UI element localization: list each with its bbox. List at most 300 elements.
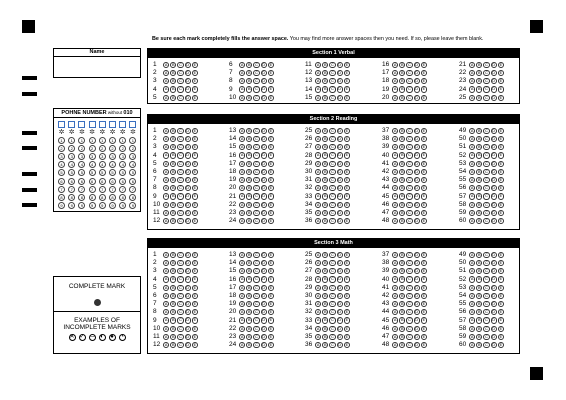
answer-bubble[interactable]: B bbox=[324, 285, 327, 290]
phone-digit-bubble[interactable]: 4 bbox=[78, 161, 85, 168]
answer-bubble[interactable]: B bbox=[248, 153, 251, 158]
answer-bubble[interactable]: D bbox=[338, 87, 342, 92]
answer-bubble[interactable]: A bbox=[240, 318, 244, 323]
answer-bubble[interactable]: E bbox=[499, 302, 503, 307]
answer-bubble[interactable]: B bbox=[401, 161, 404, 166]
answer-bubble[interactable]: E bbox=[193, 219, 197, 224]
answer-bubble[interactable]: E bbox=[422, 186, 426, 191]
answer-bubble[interactable]: D bbox=[415, 302, 419, 307]
answer-bubble[interactable]: A bbox=[316, 186, 320, 191]
answer-bubble[interactable]: D bbox=[186, 310, 190, 315]
answer-bubble[interactable]: C bbox=[408, 269, 411, 274]
answer-bubble[interactable]: D bbox=[186, 219, 190, 224]
answer-bubble[interactable]: E bbox=[269, 219, 273, 224]
answer-bubble[interactable]: E bbox=[193, 153, 197, 158]
answer-bubble[interactable]: E bbox=[422, 302, 426, 307]
answer-bubble[interactable]: D bbox=[186, 87, 190, 92]
answer-bubble[interactable]: C bbox=[331, 153, 334, 158]
answer-bubble[interactable]: D bbox=[262, 178, 266, 183]
answer-bubble[interactable]: C bbox=[331, 334, 334, 339]
answer-bubble[interactable]: E bbox=[269, 310, 273, 315]
phone-digit-bubble[interactable]: 4 bbox=[99, 161, 106, 168]
answer-bubble[interactable]: B bbox=[248, 261, 251, 266]
answer-bubble[interactable]: C bbox=[485, 285, 488, 290]
phone-digit-bubble[interactable]: 2 bbox=[119, 145, 126, 152]
answer-bubble[interactable]: C bbox=[331, 261, 334, 266]
answer-bubble[interactable]: E bbox=[345, 128, 349, 133]
answer-bubble[interactable]: E bbox=[422, 343, 426, 348]
phone-digit-bubble[interactable]: 1 bbox=[109, 137, 116, 144]
answer-bubble[interactable]: C bbox=[179, 326, 182, 331]
answer-bubble[interactable]: E bbox=[422, 128, 426, 133]
phone-digit-bubble[interactable]: 6 bbox=[58, 178, 65, 185]
answer-bubble[interactable]: D bbox=[186, 161, 190, 166]
answer-bubble[interactable]: C bbox=[331, 128, 334, 133]
answer-bubble[interactable]: B bbox=[478, 293, 481, 298]
answer-bubble[interactable]: A bbox=[470, 202, 474, 207]
answer-bubble[interactable]: B bbox=[478, 128, 481, 133]
name-box[interactable] bbox=[53, 48, 141, 78]
answer-bubble[interactable]: E bbox=[345, 202, 349, 207]
answer-bubble[interactable]: B bbox=[172, 326, 175, 331]
answer-bubble[interactable]: B bbox=[324, 178, 327, 183]
answer-bubble[interactable]: D bbox=[338, 302, 342, 307]
answer-bubble[interactable]: C bbox=[179, 186, 182, 191]
phone-digit-bubble[interactable]: 9 bbox=[99, 202, 106, 209]
phone-digit-bubble[interactable]: 9 bbox=[78, 202, 85, 209]
answer-bubble[interactable]: C bbox=[485, 137, 488, 142]
phone-digit-bubble[interactable]: 6 bbox=[68, 178, 75, 185]
answer-bubble[interactable]: B bbox=[478, 145, 481, 150]
answer-bubble[interactable]: A bbox=[470, 153, 474, 158]
answer-bubble[interactable]: A bbox=[164, 252, 168, 257]
answer-bubble[interactable]: E bbox=[193, 128, 197, 133]
answer-bubble[interactable]: D bbox=[186, 137, 190, 142]
answer-bubble[interactable]: C bbox=[255, 269, 258, 274]
answer-bubble[interactable]: B bbox=[324, 261, 327, 266]
answer-bubble[interactable]: D bbox=[262, 95, 266, 100]
answer-bubble[interactable]: B bbox=[248, 71, 251, 76]
answer-bubble[interactable]: D bbox=[338, 252, 342, 257]
answer-bubble[interactable]: C bbox=[331, 202, 334, 207]
answer-bubble[interactable]: E bbox=[422, 252, 426, 257]
answer-bubble[interactable]: A bbox=[393, 153, 397, 158]
phone-digit-bubble[interactable]: 9 bbox=[109, 202, 116, 209]
answer-bubble[interactable]: B bbox=[478, 318, 481, 323]
answer-bubble[interactable]: B bbox=[401, 285, 404, 290]
answer-bubble[interactable]: C bbox=[408, 219, 411, 224]
answer-bubble[interactable]: A bbox=[316, 62, 320, 67]
answer-bubble[interactable]: D bbox=[415, 343, 419, 348]
answer-bubble[interactable]: E bbox=[193, 285, 197, 290]
answer-bubble[interactable]: D bbox=[186, 79, 190, 84]
answer-bubble[interactable]: C bbox=[408, 153, 411, 158]
answer-bubble[interactable]: A bbox=[316, 252, 320, 257]
answer-bubble[interactable]: D bbox=[262, 293, 266, 298]
answer-bubble[interactable]: A bbox=[470, 277, 474, 282]
answer-bubble[interactable]: B bbox=[172, 269, 175, 274]
answer-bubble[interactable]: E bbox=[422, 71, 426, 76]
answer-bubble[interactable]: B bbox=[401, 343, 404, 348]
answer-bubble[interactable]: E bbox=[422, 310, 426, 315]
answer-bubble[interactable]: B bbox=[172, 210, 175, 215]
answer-bubble[interactable]: B bbox=[248, 277, 251, 282]
answer-bubble[interactable]: E bbox=[193, 169, 197, 174]
answer-bubble[interactable]: C bbox=[255, 194, 258, 199]
answer-bubble[interactable]: B bbox=[401, 326, 404, 331]
answer-bubble[interactable]: E bbox=[499, 202, 503, 207]
answer-bubble[interactable]: D bbox=[492, 310, 496, 315]
answer-bubble[interactable]: A bbox=[164, 202, 168, 207]
answer-bubble[interactable]: B bbox=[401, 293, 404, 298]
answer-bubble[interactable]: B bbox=[172, 194, 175, 199]
answer-bubble[interactable]: A bbox=[316, 326, 320, 331]
answer-bubble[interactable]: D bbox=[492, 285, 496, 290]
answer-bubble[interactable]: D bbox=[415, 95, 419, 100]
answer-bubble[interactable]: B bbox=[324, 277, 327, 282]
answer-bubble[interactable]: E bbox=[499, 79, 503, 84]
answer-bubble[interactable]: E bbox=[193, 79, 197, 84]
answer-bubble[interactable]: D bbox=[415, 310, 419, 315]
answer-bubble[interactable]: B bbox=[324, 128, 327, 133]
answer-bubble[interactable]: D bbox=[415, 252, 419, 257]
answer-bubble[interactable]: B bbox=[172, 128, 175, 133]
phone-digit-bubble[interactable]: 3 bbox=[99, 153, 106, 160]
answer-bubble[interactable]: E bbox=[269, 334, 273, 339]
answer-bubble[interactable]: E bbox=[269, 87, 273, 92]
answer-bubble[interactable]: A bbox=[316, 169, 320, 174]
answer-bubble[interactable]: A bbox=[240, 145, 244, 150]
answer-bubble[interactable]: E bbox=[345, 186, 349, 191]
answer-bubble[interactable]: A bbox=[393, 62, 397, 67]
answer-bubble[interactable]: D bbox=[338, 285, 342, 290]
answer-bubble[interactable]: C bbox=[255, 178, 258, 183]
phone-digit-write-box[interactable] bbox=[109, 121, 116, 128]
answer-bubble[interactable]: C bbox=[179, 145, 182, 150]
phone-digit-bubble[interactable]: 2 bbox=[58, 145, 65, 152]
answer-bubble[interactable]: E bbox=[193, 277, 197, 282]
phone-digit-bubble[interactable]: 2 bbox=[68, 145, 75, 152]
answer-bubble[interactable]: E bbox=[499, 261, 503, 266]
phone-digit-bubble[interactable]: 1 bbox=[89, 137, 96, 144]
answer-bubble[interactable]: B bbox=[478, 62, 481, 67]
answer-bubble[interactable]: D bbox=[415, 169, 419, 174]
answer-bubble[interactable]: D bbox=[338, 326, 342, 331]
answer-bubble[interactable]: A bbox=[164, 153, 168, 158]
answer-bubble[interactable]: D bbox=[186, 269, 190, 274]
answer-bubble[interactable]: A bbox=[240, 293, 244, 298]
answer-bubble[interactable]: C bbox=[408, 161, 411, 166]
answer-bubble[interactable]: A bbox=[316, 269, 320, 274]
answer-bubble[interactable]: D bbox=[492, 71, 496, 76]
answer-bubble[interactable]: E bbox=[193, 95, 197, 100]
answer-bubble[interactable]: C bbox=[485, 62, 488, 67]
answer-bubble[interactable]: A bbox=[393, 302, 397, 307]
answer-bubble[interactable]: C bbox=[179, 318, 182, 323]
phone-digit-bubble[interactable]: 6 bbox=[99, 178, 106, 185]
answer-bubble[interactable]: A bbox=[393, 343, 397, 348]
answer-bubble[interactable]: E bbox=[193, 261, 197, 266]
answer-bubble[interactable]: C bbox=[485, 343, 488, 348]
answer-bubble[interactable]: C bbox=[485, 186, 488, 191]
answer-bubble[interactable]: A bbox=[240, 137, 244, 142]
answer-bubble[interactable]: D bbox=[415, 79, 419, 84]
answer-bubble[interactable]: C bbox=[179, 128, 182, 133]
answer-bubble[interactable]: B bbox=[401, 261, 404, 266]
phone-digit-bubble[interactable]: 5 bbox=[119, 169, 126, 176]
answer-bubble[interactable]: C bbox=[485, 269, 488, 274]
answer-bubble[interactable]: B bbox=[248, 87, 251, 92]
answer-bubble[interactable]: E bbox=[422, 219, 426, 224]
answer-bubble[interactable]: C bbox=[255, 343, 258, 348]
answer-bubble[interactable]: D bbox=[338, 137, 342, 142]
answer-bubble[interactable]: C bbox=[179, 210, 182, 215]
answer-bubble[interactable]: B bbox=[172, 137, 175, 142]
answer-bubble[interactable]: E bbox=[422, 62, 426, 67]
phone-digit-bubble[interactable]: 7 bbox=[58, 186, 65, 193]
answer-bubble[interactable]: D bbox=[338, 202, 342, 207]
phone-digit-bubble[interactable]: 5 bbox=[89, 169, 96, 176]
answer-bubble[interactable]: C bbox=[485, 194, 488, 199]
answer-bubble[interactable]: E bbox=[499, 277, 503, 282]
answer-bubble[interactable]: B bbox=[478, 202, 481, 207]
answer-bubble[interactable]: C bbox=[331, 318, 334, 323]
answer-bubble[interactable]: C bbox=[408, 343, 411, 348]
answer-bubble[interactable]: C bbox=[255, 153, 258, 158]
answer-bubble[interactable]: D bbox=[186, 178, 190, 183]
answer-bubble[interactable]: B bbox=[324, 194, 327, 199]
phone-digit-bubble[interactable]: 6 bbox=[129, 178, 136, 185]
answer-bubble[interactable]: D bbox=[186, 95, 190, 100]
answer-bubble[interactable]: B bbox=[401, 302, 404, 307]
answer-bubble[interactable]: C bbox=[408, 302, 411, 307]
answer-bubble[interactable]: D bbox=[415, 261, 419, 266]
answer-bubble[interactable]: A bbox=[393, 71, 397, 76]
phone-digit-bubble[interactable]: 1 bbox=[68, 137, 75, 144]
answer-bubble[interactable]: C bbox=[408, 71, 411, 76]
answer-bubble[interactable]: D bbox=[338, 318, 342, 323]
answer-bubble[interactable]: E bbox=[345, 285, 349, 290]
phone-digit-bubble[interactable]: 3 bbox=[68, 153, 75, 160]
answer-bubble[interactable]: C bbox=[179, 293, 182, 298]
answer-bubble[interactable]: D bbox=[186, 277, 190, 282]
answer-bubble[interactable]: C bbox=[255, 62, 258, 67]
answer-bubble[interactable]: D bbox=[415, 334, 419, 339]
answer-bubble[interactable]: B bbox=[248, 79, 251, 84]
phone-digit-bubble[interactable]: 2 bbox=[109, 145, 116, 152]
phone-digit-bubble[interactable]: 3 bbox=[78, 153, 85, 160]
answer-bubble[interactable]: E bbox=[499, 269, 503, 274]
answer-bubble[interactable]: D bbox=[338, 343, 342, 348]
phone-digit-bubble[interactable]: 2 bbox=[78, 145, 85, 152]
answer-bubble[interactable]: B bbox=[401, 318, 404, 323]
answer-bubble[interactable]: D bbox=[415, 161, 419, 166]
answer-bubble[interactable]: A bbox=[470, 128, 474, 133]
answer-bubble[interactable]: C bbox=[331, 210, 334, 215]
answer-bubble[interactable]: B bbox=[401, 277, 404, 282]
answer-bubble[interactable]: E bbox=[269, 269, 273, 274]
phone-digit-bubble[interactable]: 1 bbox=[129, 137, 136, 144]
answer-bubble[interactable]: A bbox=[393, 293, 397, 298]
answer-bubble[interactable]: D bbox=[186, 343, 190, 348]
answer-bubble[interactable]: D bbox=[262, 128, 266, 133]
phone-digit-bubble[interactable]: 8 bbox=[58, 194, 65, 201]
answer-bubble[interactable]: B bbox=[248, 95, 251, 100]
answer-bubble[interactable]: D bbox=[186, 128, 190, 133]
answer-bubble[interactable]: A bbox=[164, 261, 168, 266]
answer-bubble[interactable]: B bbox=[172, 343, 175, 348]
answer-bubble[interactable]: A bbox=[164, 210, 168, 215]
answer-bubble[interactable]: C bbox=[485, 202, 488, 207]
phone-digit-bubble[interactable]: 5 bbox=[99, 169, 106, 176]
answer-bubble[interactable]: B bbox=[324, 202, 327, 207]
answer-bubble[interactable]: D bbox=[262, 261, 266, 266]
phone-digit-write-box[interactable] bbox=[78, 121, 85, 128]
answer-bubble[interactable]: C bbox=[331, 194, 334, 199]
answer-bubble[interactable]: E bbox=[269, 194, 273, 199]
answer-bubble[interactable]: E bbox=[499, 285, 503, 290]
answer-bubble[interactable]: E bbox=[499, 128, 503, 133]
answer-bubble[interactable]: C bbox=[331, 269, 334, 274]
answer-bubble[interactable]: A bbox=[393, 269, 397, 274]
answer-bubble[interactable]: E bbox=[345, 62, 349, 67]
answer-bubble[interactable]: C bbox=[408, 334, 411, 339]
answer-bubble[interactable]: A bbox=[240, 71, 244, 76]
phone-digit-bubble[interactable]: 1 bbox=[78, 137, 85, 144]
answer-bubble[interactable]: C bbox=[485, 128, 488, 133]
answer-bubble[interactable]: B bbox=[401, 178, 404, 183]
answer-bubble[interactable]: D bbox=[186, 252, 190, 257]
answer-bubble[interactable]: E bbox=[499, 95, 503, 100]
phone-digit-bubble[interactable]: 2 bbox=[99, 145, 106, 152]
answer-bubble[interactable]: A bbox=[470, 269, 474, 274]
answer-bubble[interactable]: A bbox=[470, 178, 474, 183]
answer-bubble[interactable]: A bbox=[393, 334, 397, 339]
answer-bubble[interactable]: E bbox=[499, 326, 503, 331]
answer-bubble[interactable]: A bbox=[240, 219, 244, 224]
answer-bubble[interactable]: D bbox=[186, 302, 190, 307]
answer-bubble[interactable]: E bbox=[193, 318, 197, 323]
answer-bubble[interactable]: D bbox=[415, 318, 419, 323]
answer-bubble[interactable]: E bbox=[193, 87, 197, 92]
answer-bubble[interactable]: E bbox=[422, 161, 426, 166]
answer-bubble[interactable]: A bbox=[316, 79, 320, 84]
answer-bubble[interactable]: D bbox=[415, 186, 419, 191]
answer-bubble[interactable]: A bbox=[393, 169, 397, 174]
answer-bubble[interactable]: B bbox=[172, 169, 175, 174]
answer-bubble[interactable]: A bbox=[470, 326, 474, 331]
answer-bubble[interactable]: D bbox=[338, 62, 342, 67]
answer-bubble[interactable]: D bbox=[415, 153, 419, 158]
answer-bubble[interactable]: A bbox=[316, 261, 320, 266]
answer-bubble[interactable]: C bbox=[485, 261, 488, 266]
answer-bubble[interactable]: B bbox=[248, 137, 251, 142]
answer-bubble[interactable]: D bbox=[338, 194, 342, 199]
answer-bubble[interactable]: E bbox=[499, 178, 503, 183]
answer-bubble[interactable]: D bbox=[186, 210, 190, 215]
answer-bubble[interactable]: B bbox=[478, 310, 481, 315]
answer-bubble[interactable]: A bbox=[470, 194, 474, 199]
answer-bubble[interactable]: E bbox=[345, 153, 349, 158]
answer-bubble[interactable]: B bbox=[324, 87, 327, 92]
answer-bubble[interactable]: A bbox=[470, 252, 474, 257]
answer-bubble[interactable]: D bbox=[186, 71, 190, 76]
answer-bubble[interactable]: E bbox=[193, 343, 197, 348]
answer-bubble[interactable]: A bbox=[470, 186, 474, 191]
phone-digit-bubble[interactable]: 1 bbox=[58, 137, 65, 144]
answer-bubble[interactable]: E bbox=[269, 285, 273, 290]
answer-bubble[interactable]: E bbox=[345, 293, 349, 298]
phone-digit-bubble[interactable]: 7 bbox=[68, 186, 75, 193]
answer-bubble[interactable]: B bbox=[401, 145, 404, 150]
answer-bubble[interactable]: D bbox=[492, 161, 496, 166]
answer-bubble[interactable]: C bbox=[485, 79, 488, 84]
answer-bubble[interactable]: D bbox=[492, 277, 496, 282]
answer-bubble[interactable]: D bbox=[338, 186, 342, 191]
answer-bubble[interactable]: A bbox=[316, 71, 320, 76]
answer-bubble[interactable]: B bbox=[248, 293, 251, 298]
answer-bubble[interactable]: D bbox=[262, 219, 266, 224]
answer-bubble[interactable]: B bbox=[324, 310, 327, 315]
phone-digit-bubble[interactable]: 6 bbox=[78, 178, 85, 185]
answer-bubble[interactable]: C bbox=[255, 145, 258, 150]
answer-bubble[interactable]: B bbox=[248, 161, 251, 166]
phone-digit-bubble[interactable]: 9 bbox=[119, 202, 126, 209]
answer-bubble[interactable]: E bbox=[269, 161, 273, 166]
answer-bubble[interactable]: A bbox=[470, 210, 474, 215]
answer-bubble[interactable]: A bbox=[164, 318, 168, 323]
answer-bubble[interactable]: B bbox=[478, 269, 481, 274]
answer-bubble[interactable]: E bbox=[269, 261, 273, 266]
answer-bubble[interactable]: E bbox=[269, 128, 273, 133]
answer-bubble[interactable]: D bbox=[338, 71, 342, 76]
answer-bubble[interactable]: A bbox=[240, 169, 244, 174]
answer-bubble[interactable]: D bbox=[415, 194, 419, 199]
answer-bubble[interactable]: A bbox=[316, 343, 320, 348]
answer-bubble[interactable]: E bbox=[193, 186, 197, 191]
answer-bubble[interactable]: B bbox=[172, 153, 175, 158]
answer-bubble[interactable]: E bbox=[499, 169, 503, 174]
answer-bubble[interactable]: C bbox=[485, 153, 488, 158]
answer-bubble[interactable]: C bbox=[255, 326, 258, 331]
answer-bubble[interactable]: B bbox=[401, 71, 404, 76]
answer-bubble[interactable]: E bbox=[193, 145, 197, 150]
answer-bubble[interactable]: A bbox=[470, 293, 474, 298]
answer-bubble[interactable]: B bbox=[172, 219, 175, 224]
answer-bubble[interactable]: C bbox=[255, 137, 258, 142]
answer-bubble[interactable]: E bbox=[422, 293, 426, 298]
answer-bubble[interactable]: A bbox=[470, 343, 474, 348]
answer-bubble[interactable]: B bbox=[324, 153, 327, 158]
answer-bubble[interactable]: D bbox=[262, 194, 266, 199]
answer-bubble[interactable]: C bbox=[331, 145, 334, 150]
answer-bubble[interactable]: A bbox=[240, 95, 244, 100]
answer-bubble[interactable]: E bbox=[193, 252, 197, 257]
answer-bubble[interactable]: E bbox=[422, 169, 426, 174]
answer-bubble[interactable]: B bbox=[401, 153, 404, 158]
answer-bubble[interactable]: E bbox=[422, 79, 426, 84]
phone-digit-bubble[interactable]: 5 bbox=[129, 169, 136, 176]
phone-digit-bubble[interactable]: 6 bbox=[109, 178, 116, 185]
answer-bubble[interactable]: D bbox=[415, 178, 419, 183]
answer-bubble[interactable]: D bbox=[415, 137, 419, 142]
answer-bubble[interactable]: E bbox=[269, 71, 273, 76]
answer-bubble[interactable]: B bbox=[324, 95, 327, 100]
phone-digit-bubble[interactable]: 4 bbox=[89, 161, 96, 168]
answer-bubble[interactable]: B bbox=[248, 219, 251, 224]
answer-bubble[interactable]: C bbox=[179, 261, 182, 266]
answer-bubble[interactable]: D bbox=[492, 95, 496, 100]
